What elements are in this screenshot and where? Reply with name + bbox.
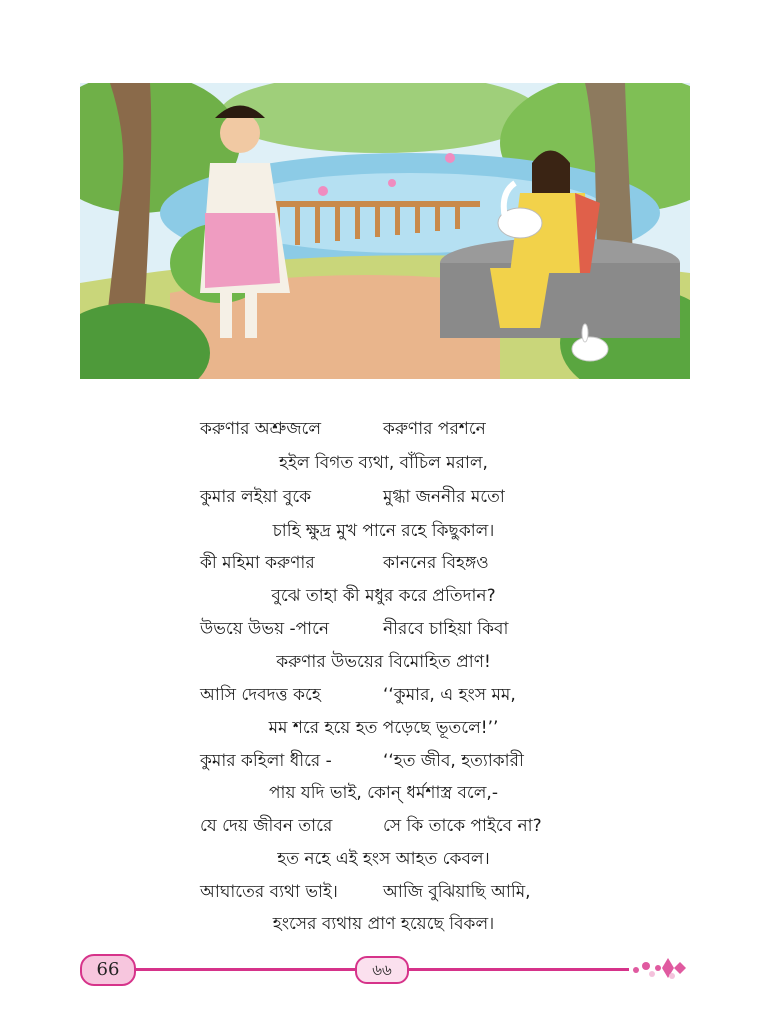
poem-line-7a: উভয়ে উভয় -পানে	[200, 619, 330, 639]
page-number-bengali: ৬৬	[355, 956, 409, 984]
poem-line-12: পায় যদি ভাই, কোন্ ধর্মশাস্ত্র বলে,-	[269, 783, 498, 803]
page-number: 66	[80, 954, 136, 986]
poem-line-16: হংসের ব্যথায় প্রাণ হয়েছে বিকল।	[272, 914, 495, 934]
poem-line-9a: আসি দেবদত্ত কহে	[200, 685, 321, 705]
poem-line-8: করুণার উভয়ের বিমোহিত প্রাণ!	[276, 652, 491, 672]
page-footer	[0, 950, 767, 990]
poem-line-5b: কাননের বিহঙ্গও	[383, 553, 489, 573]
poem-line-14: হত নহে এই হংস আহত কেবল।	[277, 849, 490, 869]
footer-rule-left	[134, 968, 355, 971]
poem-line-1b: করুণার পরশনে	[383, 419, 486, 439]
lotus-icon	[445, 153, 455, 163]
poem-line-3a: কুমার লইয়া বুকে	[200, 487, 312, 507]
flower-ornament-icon	[628, 950, 693, 986]
poem-line-9b: ‘‘কুমার, এ হংস মম,	[383, 685, 516, 705]
footer-rule-right	[407, 968, 629, 971]
poem-line-4: চাহি ক্ষুদ্র মুখ পানে রহে কিছুকাল।	[272, 521, 495, 541]
poem-line-15b: আজি বুঝিয়াছি আমি,	[383, 882, 531, 902]
poem-line-15a: আঘাতের ব্যথা ভাই।	[200, 882, 338, 902]
poem-line-1a: করুণার অশ্রুজলে	[200, 419, 322, 439]
poem-line-13a: যে দেয় জীবন তারে	[200, 816, 333, 836]
poem-line-2: হইল বিগত ব্যথা, বাঁচিল মরাল,	[279, 453, 488, 473]
poem-line-13b: সে কি তাকে পাইবে না?	[383, 816, 542, 836]
poem-line-7b: নীরবে চাহিয়া কিবা	[383, 619, 509, 639]
story-illustration	[80, 83, 690, 379]
poem-line-11a: কুমার কহিলা ধীরে -	[200, 751, 332, 771]
prince-figure	[220, 113, 260, 153]
garden-scene	[80, 83, 690, 379]
rabbit-icon	[572, 337, 608, 361]
poem-line-10: মম শরে হয়ে হত পড়েছে ভূতলে!’’	[268, 718, 499, 738]
poem-line-5a: কী মহিমা করুণার	[200, 553, 315, 573]
poem-line-6: বুঝে তাহা কী মধুর করে প্রতিদান?	[271, 586, 496, 606]
poem-line-3b: মুগ্ধা জননীর মতো	[383, 487, 505, 507]
poem-line-11b: ‘‘হত জীব, হত্যাকারী	[383, 751, 524, 771]
